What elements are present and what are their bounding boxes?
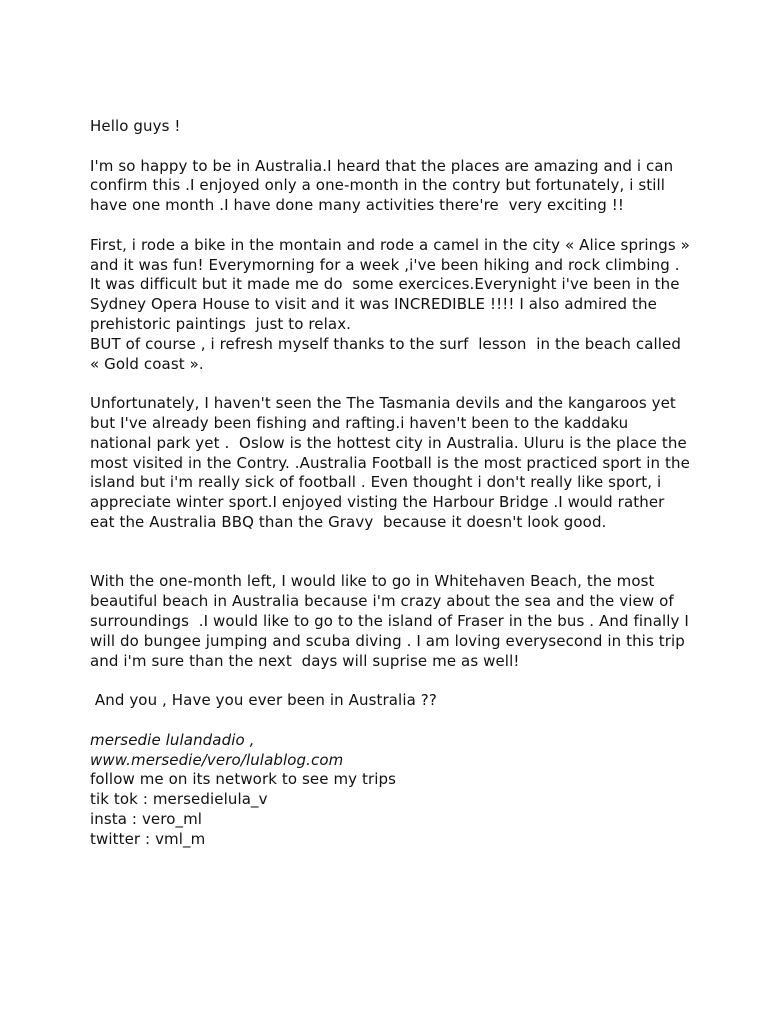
paragraph-activities: First, i rode a bike in the montain and rode a camel in the city « Alice springs » and it was fun! Everymorning for a week ,i've been hiking and rock climbing . It was difficult but it made me do some exercices.Everynight i've been in the Sydney Opera House to visit and it was INCREDIBLE !!!! I also admired the prehistoric paintings just to relax. <box>90 235 695 333</box>
greeting: Hello guys ! <box>90 117 181 135</box>
paragraph-unfortunately: Unfortunately, I haven't seen the The Tasmania devils and the kangaroos yet but I've already been fishing and rafting.i haven't been to the kaddaku national park yet . Oslow is the hottest city in Australia. Uluru is the place the most visited in the Contry. .Australia Football is the most practiced sport in the island but i'm really sick of football . Even thought i don't really like sport, i appreciate winter sport.I enjoyed visting the Harbour Bridge .I would rather eat the Australia BBQ than the Gravy because it doesn't look good. <box>90 394 695 531</box>
paragraph-intro: I'm so happy to be in Australia.I heard that the places are amazing and i can confirm this .I enjoyed only a one-month in the contry but fortunately, i still have one month .I have done many activities there're very exciting !! <box>90 156 679 215</box>
social-insta: insta : vero_ml <box>90 809 203 828</box>
document-body <box>90 117 695 849</box>
paragraph-surf: BUT of course , i refresh myself thanks to the surf lesson in the beach called « Gold coast ». <box>90 334 686 373</box>
spacer <box>90 137 690 157</box>
spacer <box>90 711 690 731</box>
spacer <box>90 374 690 394</box>
social-twitter: twitter : vml_m <box>90 829 206 848</box>
question: And you , Have you ever been in Australia ?? <box>90 691 437 710</box>
social-tiktok: tik tok : mersedielula_v <box>90 790 268 809</box>
signature-name: mersedie lulandadio , <box>90 730 255 749</box>
spacer <box>90 671 690 691</box>
paragraph-plans: With the one-month left, I would like to go in Whitehaven Beach, the most beautiful beach in Australia because i'm crazy about the sea and the view of surroundings .I would like to go to the island of Fraser in the bus . And finally I will do bungee jumping and scuba diving . I am loving everysecond in this trip and i'm sure than the next days will suprise me as well! <box>90 572 694 670</box>
spacer <box>90 216 690 236</box>
spacer <box>90 533 690 573</box>
follow-text: follow me on its network to see my trips <box>90 770 397 789</box>
signature-site: www.mersedie/vero/lulablog.com <box>90 750 344 769</box>
